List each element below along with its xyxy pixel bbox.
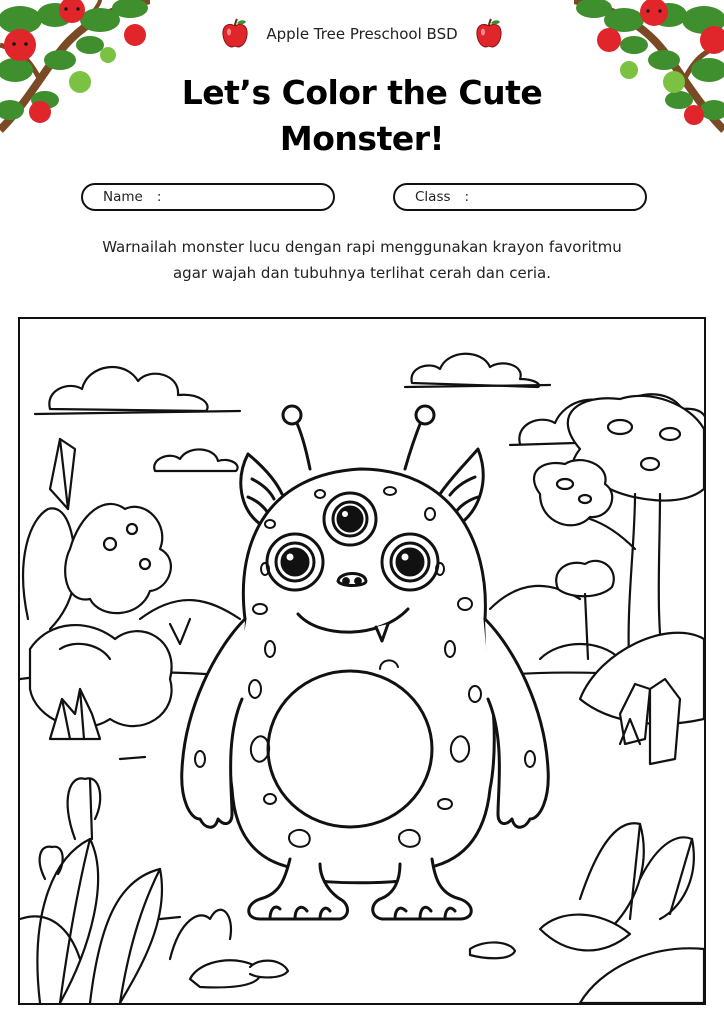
cloud-center: [405, 354, 550, 387]
class-field[interactable]: [393, 183, 647, 211]
monster: [182, 406, 549, 919]
monster-illustration: [20, 319, 704, 1003]
page-title-line-1: Let’s Color the Cute: [181, 73, 543, 112]
instructions-line-1: Warnailah monster lucu dengan rapi menggunakan krayon favoritmu: [102, 238, 622, 256]
school-header: [0, 18, 724, 50]
instructions-line-2: agar wajah dan tubuhnya terlihat cerah dan ceria.: [172, 264, 552, 282]
coloring-area[interactable]: [18, 317, 706, 1005]
name-label: Name: [103, 189, 143, 205]
apple-icon: [220, 18, 250, 50]
page-title-line-2: Monster!: [279, 119, 445, 158]
instructions: [40, 234, 684, 286]
cloud-left: [35, 367, 240, 414]
name-separator: :: [156, 189, 162, 205]
cloud-small-left: [154, 449, 237, 471]
class-label: Class: [415, 189, 451, 205]
page-title: [0, 70, 724, 162]
class-separator: :: [464, 189, 470, 205]
apple-icon: [474, 18, 504, 50]
school-name: Apple Tree Preschool BSD: [266, 25, 458, 43]
name-field[interactable]: [81, 183, 335, 211]
